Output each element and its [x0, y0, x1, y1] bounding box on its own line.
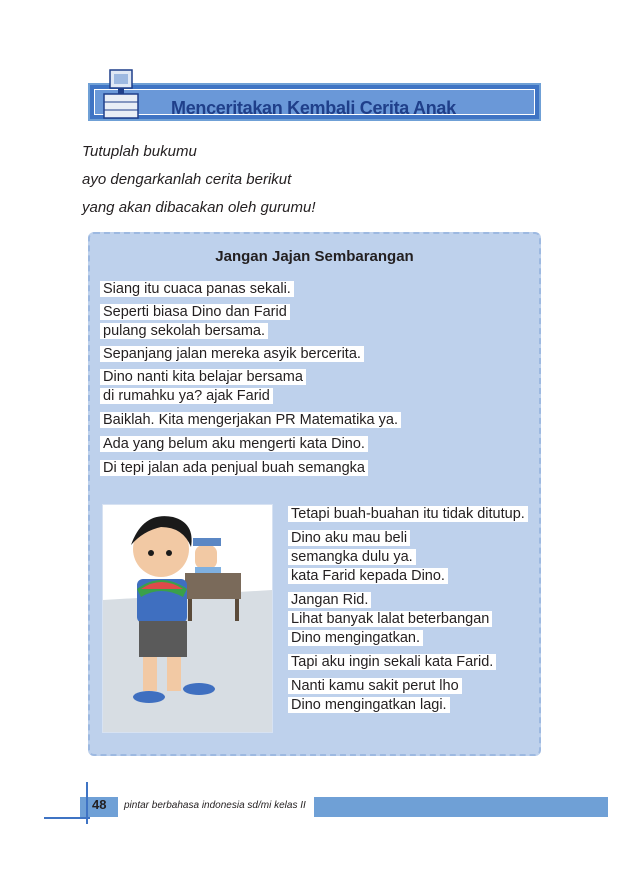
intro-line-3: yang akan dibacakan oleh gurumu! — [82, 199, 316, 216]
story-line-right: Dino mengingatkan. — [288, 630, 423, 646]
intro-line-1: Tutuplah bukumu — [82, 143, 197, 160]
story-line-right: kata Farid kepada Dino. — [288, 568, 448, 584]
story-line: Siang itu cuaca panas sekali. — [100, 281, 294, 297]
story-line: Sepanjang jalan mereka asyik bercerita. — [100, 346, 364, 362]
story-line: Dino nanti kita belajar bersama — [100, 369, 306, 385]
story-line-right: Tetapi buah-buahan itu tidak ditutup. — [288, 506, 528, 522]
page-number: 48 — [92, 797, 107, 812]
story-line: Baiklah. Kita mengerjakan PR Matematika ya. — [100, 412, 401, 428]
story-line-right: Dino mengingatkan lagi. — [288, 697, 450, 713]
boy-illustration — [103, 505, 272, 732]
story-line: di rumahku ya? ajak Farid — [100, 388, 273, 404]
story-line-right: Lihat banyak lalat beterbangan — [288, 611, 492, 627]
section-title: Menceritakan Kembali Cerita Anak — [171, 98, 456, 118]
story-line-right: Jangan Rid. — [288, 592, 371, 608]
intro-line-2: ayo dengarkanlah cerita berikut — [82, 171, 292, 188]
banner-inner — [94, 89, 535, 118]
computer-desk-icon — [100, 64, 146, 122]
story-line-right: Nanti kamu sakit perut lho — [288, 678, 462, 694]
story-line: Ada yang belum aku mengerti kata Dino. — [100, 436, 368, 452]
story-line-right: Tapi aku ingin sekali kata Farid. — [288, 654, 496, 670]
footer-divider-horizontal — [44, 817, 90, 819]
story-line: pulang sekolah bersama. — [100, 323, 268, 339]
story-box — [88, 232, 541, 756]
story-line: Seperti biasa Dino dan Farid — [100, 304, 290, 320]
illustration-boy-eating-watermelon — [102, 504, 273, 733]
book-title: pintar berbahasa indonesia sd/mi kelas II — [124, 800, 306, 811]
story-title: Jangan Jajan Sembarangan — [215, 248, 414, 265]
story-line: Di tepi jalan ada penjual buah semangka — [100, 460, 368, 476]
section-banner — [88, 83, 541, 121]
story-line-right: semangka dulu ya. — [288, 549, 416, 565]
story-line-right: Dino aku mau beli — [288, 530, 410, 546]
